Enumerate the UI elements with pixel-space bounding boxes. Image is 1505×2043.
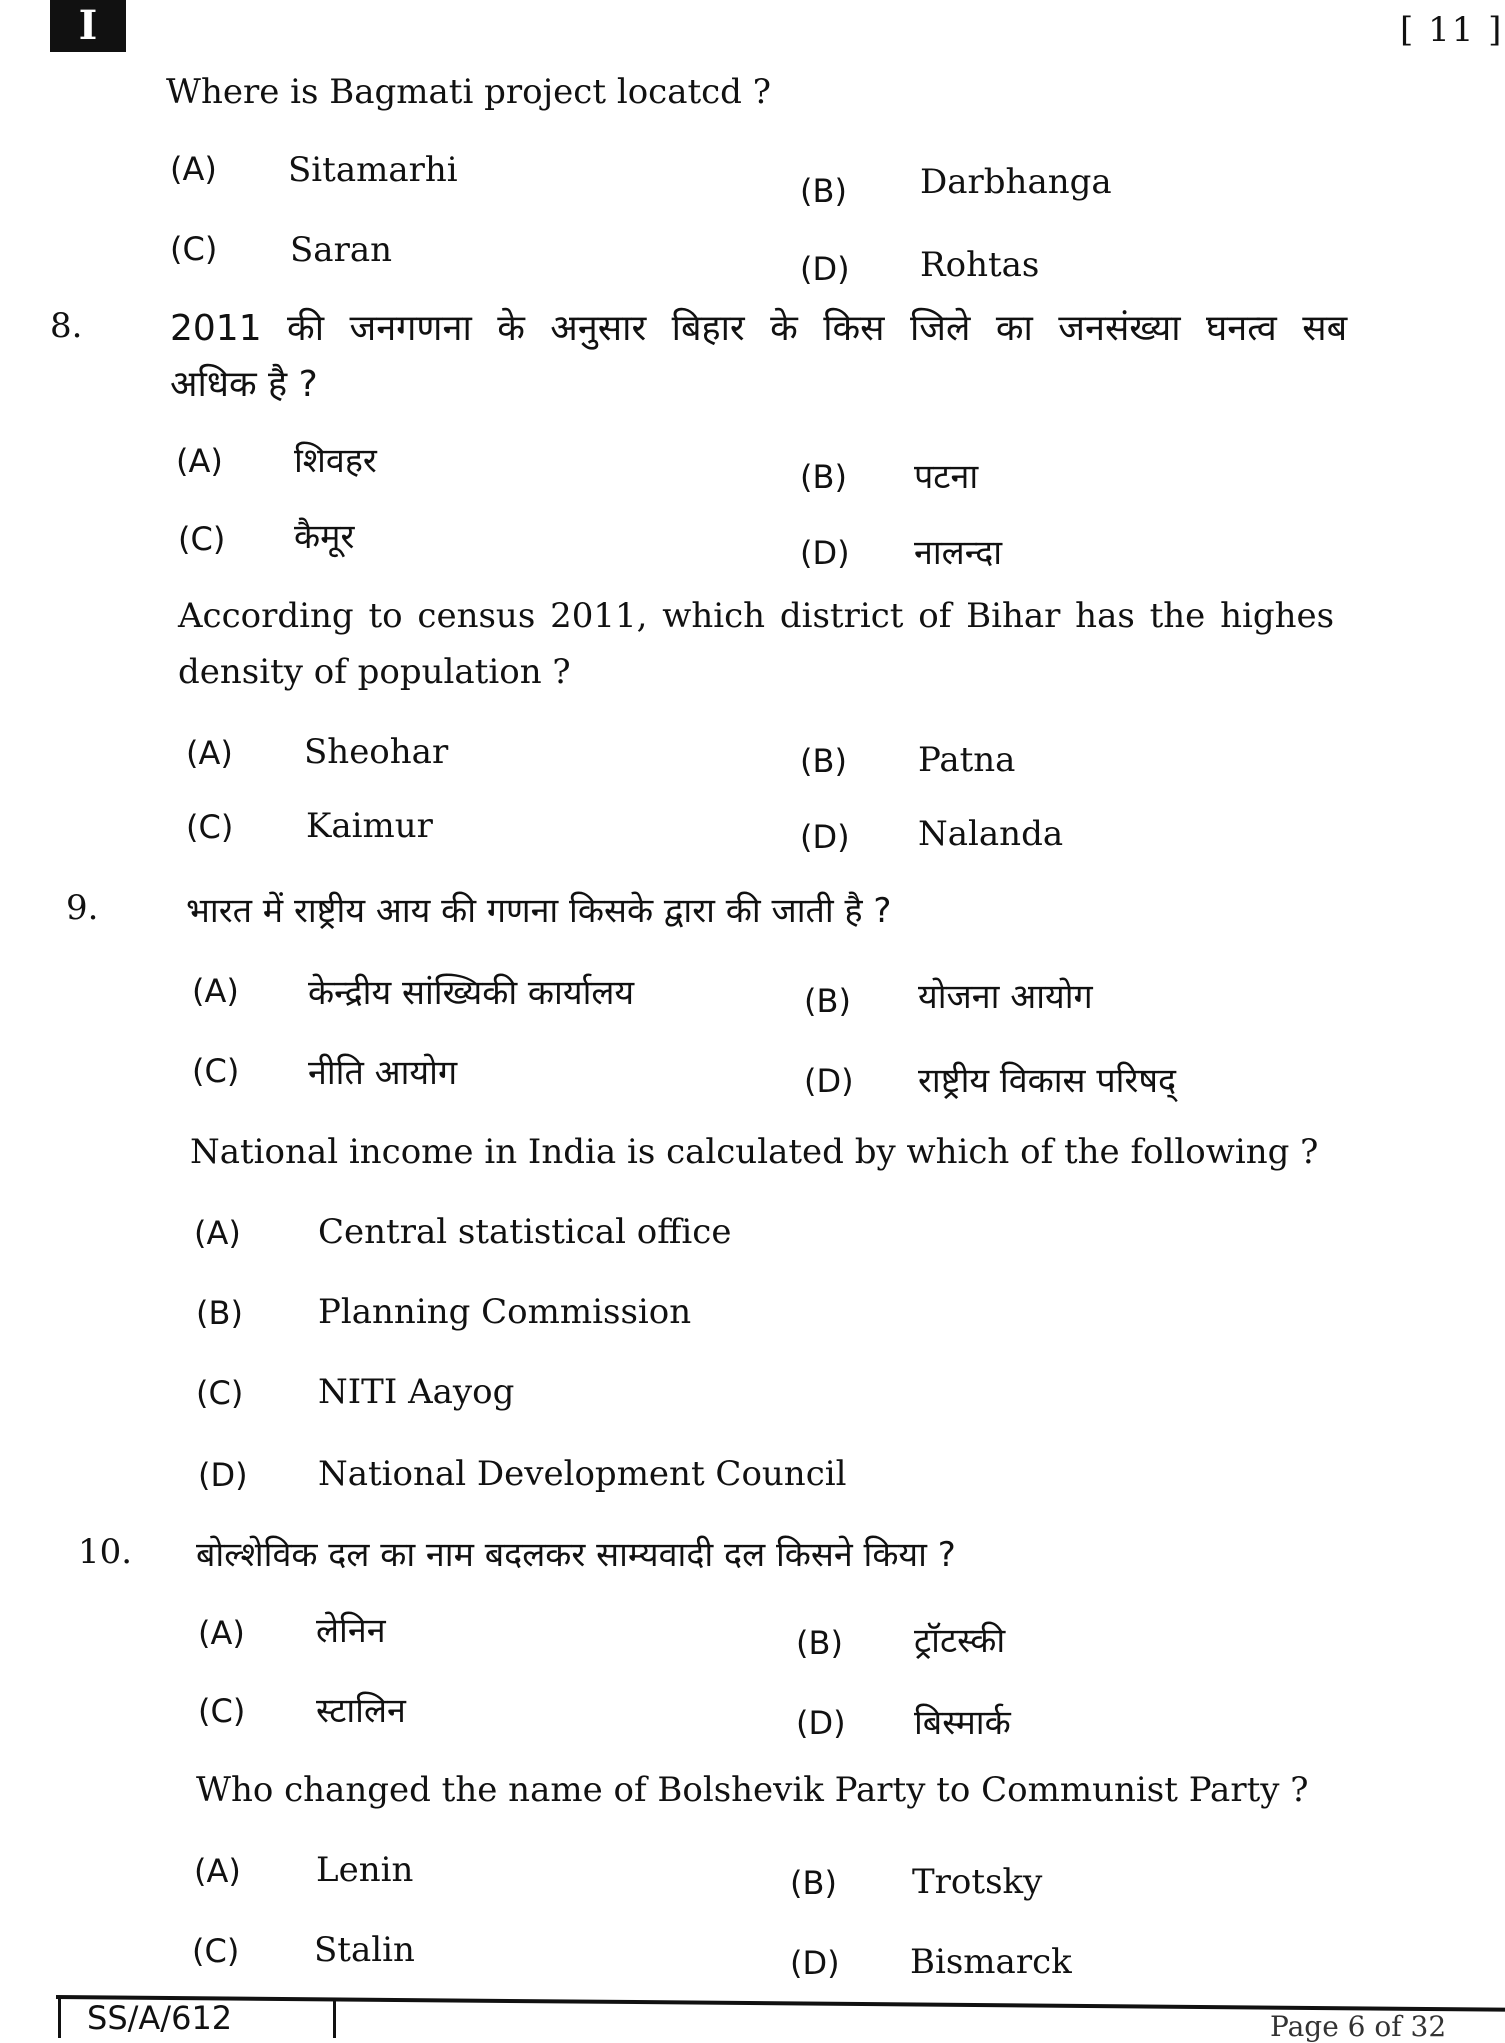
option-label: (D) [800, 250, 850, 288]
option-label: (B) [790, 1864, 837, 1902]
option-b: Planning Commission [318, 1292, 692, 1332]
option-label: (D) [800, 818, 850, 856]
option-label: (B) [800, 458, 847, 496]
question-7-english: Where is Bagmati project locatcd ? [166, 72, 771, 112]
option-a: Sitamarhi [288, 150, 458, 190]
option-label: (D) [800, 534, 850, 572]
option-label: (C) [170, 230, 218, 268]
option-label: (C) [178, 520, 226, 558]
question-9-hindi: भारत में राष्ट्रीय आय की गणना किसके द्वारा की जाती है ? [186, 891, 892, 931]
option-a-hindi: लेनिन [316, 1611, 386, 1651]
option-label: (B) [196, 1294, 243, 1332]
option-label: (A) [192, 972, 239, 1010]
option-c-hindi: स्टालिन [316, 1691, 406, 1731]
option-label: (D) [198, 1456, 248, 1494]
option-label: (D) [804, 1062, 854, 1100]
page-number: Page 6 of 32 [1270, 2010, 1447, 2043]
question-8-hindi-line1: 2011 की जनगणना के अनुसार बिहार के किस जिले का जनसंख्या घनत्व सब [170, 308, 1348, 349]
question-10-hindi: बोल्शेविक दल का नाम बदलकर साम्यवादी दल किसने किया ? [196, 1535, 956, 1575]
option-c: Kaimur [306, 806, 433, 846]
option-b: Darbhanga [920, 162, 1112, 202]
option-a-hindi: शिवहर [294, 441, 377, 481]
option-d: Nalanda [918, 814, 1064, 854]
option-b-hindi: योजना आयोग [918, 977, 1093, 1017]
paper-code: SS/A/612 [58, 1998, 336, 2038]
option-a: Central statistical office [318, 1212, 732, 1252]
question-number: 9. [66, 888, 99, 928]
option-label: (A) [194, 1214, 241, 1252]
question-8-hindi-line2: अधिक है ? [170, 364, 318, 405]
option-label: (A) [176, 442, 223, 480]
option-label: (D) [790, 1944, 840, 1982]
option-b-hindi: पटना [914, 457, 979, 497]
question-number: 8. [50, 306, 83, 346]
page-marker: [ 11 ] [1400, 10, 1504, 50]
option-label: (A) [170, 150, 217, 188]
option-label: (A) [186, 734, 233, 772]
question-8-english-line1: According to census 2011, which district of Bihar has the highes [178, 596, 1335, 636]
question-number: 10. [78, 1532, 133, 1572]
option-label: (A) [194, 1852, 241, 1890]
option-a: Lenin [316, 1850, 414, 1890]
option-b: Patna [918, 740, 1016, 780]
option-label: (C) [198, 1692, 246, 1730]
option-d-hindi: बिस्मार्क [914, 1703, 1011, 1743]
option-d: Bismarck [910, 1942, 1072, 1982]
option-label: (D) [796, 1704, 846, 1742]
option-label: (C) [192, 1052, 240, 1090]
option-label: (A) [198, 1614, 245, 1652]
option-a-hindi: केन्द्रीय सांख्यिकी कार्यालय [308, 973, 635, 1013]
option-label: (B) [804, 982, 851, 1020]
option-c: NITI Aayog [318, 1372, 515, 1412]
option-b-hindi: ट्रॉटस्की [914, 1621, 1006, 1661]
option-label: (B) [800, 172, 847, 210]
option-c-hindi: नीति आयोग [308, 1053, 458, 1093]
option-label: (C) [186, 808, 234, 846]
option-d: Rohtas [920, 245, 1040, 285]
section-badge: I [50, 0, 126, 52]
question-8-english-line2: density of population ? [178, 652, 571, 692]
option-d: National Development Council [318, 1454, 847, 1494]
option-c: Stalin [314, 1930, 415, 1970]
option-d-hindi: राष्ट्रीय विकास परिषद् [918, 1061, 1177, 1101]
option-d-hindi: नालन्दा [914, 533, 1003, 573]
question-10-english: Who changed the name of Bolshevik Party to Communist Party ? [196, 1770, 1309, 1810]
option-label: (B) [796, 1624, 843, 1662]
option-b: Trotsky [912, 1862, 1043, 1902]
option-a: Sheohar [304, 732, 449, 772]
option-label: (C) [192, 1932, 240, 1970]
option-label: (C) [196, 1374, 244, 1412]
option-c: Saran [290, 230, 392, 270]
option-label: (B) [800, 742, 847, 780]
option-c-hindi: कैमूर [294, 517, 355, 557]
question-9-english: National income in India is calculated by which of the following ? [190, 1132, 1319, 1172]
